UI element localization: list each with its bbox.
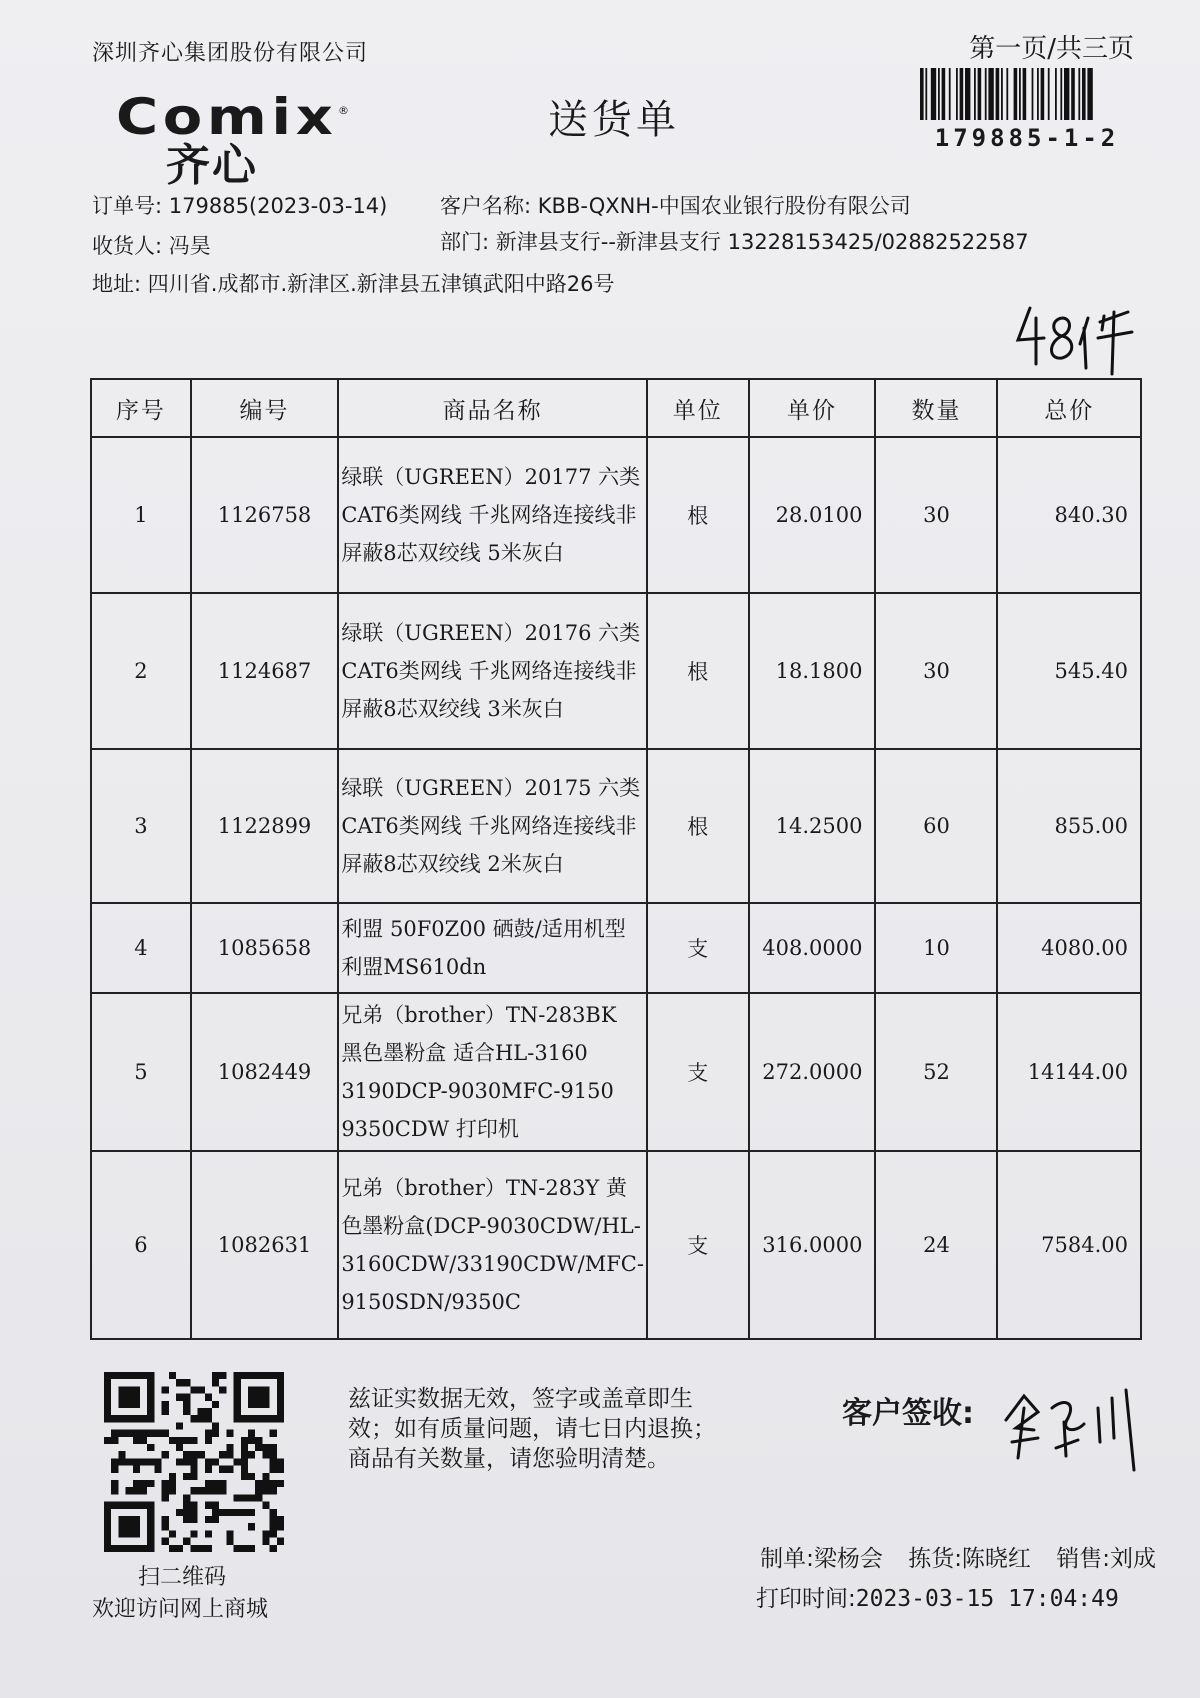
customer-label: 客户名称: bbox=[440, 194, 532, 218]
address bbox=[92, 268, 615, 298]
cell-unit: 根 bbox=[647, 749, 749, 903]
logo-chinese: 齐心 bbox=[166, 140, 258, 191]
table-row bbox=[91, 993, 1141, 1151]
cell-code: 1122899 bbox=[191, 749, 339, 903]
customer-signature bbox=[994, 1368, 1144, 1478]
cell-price: 18.1800 bbox=[749, 593, 876, 749]
col-header-qty: 数量 bbox=[875, 379, 997, 437]
cell-unit: 根 bbox=[647, 437, 749, 593]
cell-total: 7584.00 bbox=[997, 1151, 1141, 1339]
cell-no: 3 bbox=[91, 749, 191, 903]
cell-no: 4 bbox=[91, 903, 191, 993]
order-value: 179885(2023-03-14) bbox=[168, 194, 388, 218]
cell-price: 408.0000 bbox=[749, 903, 876, 993]
cell-qty: 30 bbox=[875, 437, 997, 593]
receiver-label: 收货人: bbox=[92, 234, 163, 258]
address-value: 四川省.成都市.新津区.新津县五津镇武阳中路26号 bbox=[147, 272, 615, 296]
table-row bbox=[91, 593, 1141, 749]
table-row bbox=[91, 437, 1141, 593]
col-header-price: 单价 bbox=[749, 379, 876, 437]
cell-unit: 根 bbox=[647, 593, 749, 749]
dept-label: 部门: bbox=[440, 230, 490, 254]
dept-value: 新津县支行--新津县支行 13228153425/02882522587 bbox=[495, 230, 1029, 254]
cell-price: 316.0000 bbox=[749, 1151, 876, 1339]
notice-line: 商品有关数量，请您验明清楚。 bbox=[348, 1446, 670, 1472]
table-row bbox=[91, 903, 1141, 993]
cell-qty: 24 bbox=[875, 1151, 997, 1339]
cell-name: 利盟 50F0Z00 硒鼓/适用机型利盟MS610dn bbox=[338, 903, 647, 993]
cell-no: 6 bbox=[91, 1151, 191, 1339]
cell-total: 14144.00 bbox=[997, 993, 1141, 1151]
goods-table bbox=[90, 378, 1142, 1340]
order-label: 订单号: bbox=[92, 194, 163, 218]
notice-line: 效；如有质量问题，请七日内退换； bbox=[348, 1416, 716, 1442]
table-header-row bbox=[91, 379, 1141, 437]
staff-info bbox=[760, 1540, 1156, 1573]
cell-price: 14.2500 bbox=[749, 749, 876, 903]
cell-price: 28.0100 bbox=[749, 437, 876, 593]
cell-no: 2 bbox=[91, 593, 191, 749]
cell-unit: 支 bbox=[647, 903, 749, 993]
maker: 制单:梁杨会 bbox=[760, 1546, 883, 1572]
picker: 拣货:陈晓红 bbox=[908, 1546, 1031, 1572]
cell-qty: 60 bbox=[875, 749, 997, 903]
cell-unit: 支 bbox=[647, 993, 749, 1151]
barcode bbox=[920, 68, 1134, 120]
cell-total: 855.00 bbox=[997, 749, 1141, 903]
cell-name: 绿联（UGREEN）20177 六类CAT6类网线 千兆网络连接线非屏蔽8芯双绞线 5米灰白 bbox=[338, 437, 647, 593]
handwritten-count-note bbox=[1010, 298, 1140, 378]
cell-no: 1 bbox=[91, 437, 191, 593]
cell-price: 272.0000 bbox=[749, 993, 876, 1151]
department bbox=[440, 226, 1029, 256]
table-row bbox=[91, 749, 1141, 903]
address-label: 地址: bbox=[92, 272, 142, 296]
cell-name: 兄弟（brother）TN-283BK 黑色墨粉盒 适合HL-3160 3190DCP-9030MFC-9150 9350CDW 打印机 bbox=[338, 993, 647, 1151]
customer-sign-label: 客户签收: bbox=[842, 1396, 974, 1431]
cell-qty: 30 bbox=[875, 593, 997, 749]
print-time-label: 打印时间: bbox=[756, 1586, 856, 1612]
col-header-name: 商品名称 bbox=[338, 379, 647, 437]
cell-code: 1085658 bbox=[191, 903, 339, 993]
cell-unit: 支 bbox=[647, 1151, 749, 1339]
cell-code: 1082631 bbox=[191, 1151, 339, 1339]
customer-name bbox=[440, 190, 911, 220]
print-time-value: 2023-03-15 17:04:49 bbox=[855, 1586, 1119, 1612]
sales: 销售:刘成 bbox=[1056, 1546, 1156, 1572]
cell-name: 兄弟（brother）TN-283Y 黄色墨粉盒(DCP-9030CDW/HL-3160CDW/33190CDW/MFC-9150SDN/9350C bbox=[338, 1151, 647, 1339]
receiver bbox=[92, 230, 211, 260]
company-name: 深圳齐心集团股份有限公司 bbox=[92, 41, 369, 66]
receiver-value: 冯昊 bbox=[168, 234, 211, 258]
comix-logo bbox=[116, 88, 356, 191]
notice-line: 兹证实数据无效，签字或盖章即生 bbox=[348, 1386, 693, 1412]
cell-total: 545.40 bbox=[997, 593, 1141, 749]
qr-code bbox=[104, 1372, 284, 1552]
qr-label-scan: 扫二维码 bbox=[138, 1565, 227, 1590]
col-header-unit: 单位 bbox=[647, 379, 749, 437]
notice-text bbox=[348, 1384, 768, 1474]
cell-code: 1124687 bbox=[191, 593, 339, 749]
cell-name: 绿联（UGREEN）20176 六类CAT6类网线 千兆网络连接线非屏蔽8芯双绞线 3米灰白 bbox=[338, 593, 647, 749]
order-number bbox=[92, 190, 387, 220]
cell-code: 1082449 bbox=[191, 993, 339, 1151]
table-row bbox=[91, 1151, 1141, 1339]
col-header-total: 总价 bbox=[997, 379, 1141, 437]
customer-value: KBB-QXNH-中国农业银行股份有限公司 bbox=[537, 194, 911, 218]
document-title: 送货单 bbox=[548, 97, 680, 143]
col-header-no: 序号 bbox=[91, 379, 191, 437]
page-info: 第一页/共三页 bbox=[969, 34, 1134, 64]
cell-no: 5 bbox=[91, 993, 191, 1151]
cell-code: 1126758 bbox=[191, 437, 339, 593]
cell-total: 840.30 bbox=[997, 437, 1141, 593]
logo-registered-mark: ® bbox=[338, 104, 349, 117]
cell-qty: 52 bbox=[875, 993, 997, 1151]
logo-text: Comix bbox=[116, 88, 338, 146]
col-header-code: 编号 bbox=[191, 379, 339, 437]
print-time bbox=[756, 1580, 1119, 1613]
barcode-number: 179885-1-2 bbox=[934, 124, 1120, 152]
cell-total: 4080.00 bbox=[997, 903, 1141, 993]
cell-qty: 10 bbox=[875, 903, 997, 993]
qr-label-mall: 欢迎访问网上商城 bbox=[92, 1597, 269, 1622]
cell-name: 绿联（UGREEN）20175 六类CAT6类网线 千兆网络连接线非屏蔽8芯双绞线 2米灰白 bbox=[338, 749, 647, 903]
